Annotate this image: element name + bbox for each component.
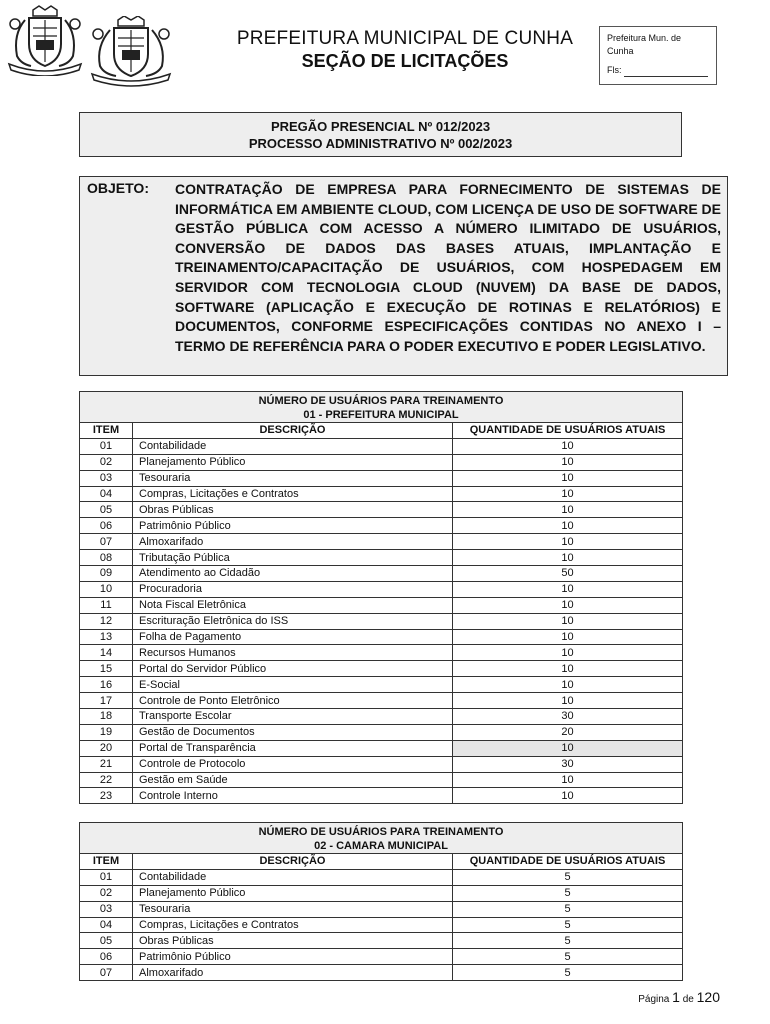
- row-description: Tributação Pública: [133, 550, 453, 566]
- table-row: [80, 629, 683, 645]
- row-item: 07: [80, 965, 133, 981]
- row-description: Tesouraria: [133, 470, 453, 486]
- row-description: Nota Fiscal Eletrônica: [133, 597, 453, 613]
- row-description: Portal do Servidor Público: [133, 661, 453, 677]
- row-item: 04: [80, 486, 133, 502]
- row-item: 23: [80, 788, 133, 804]
- table-row: [80, 901, 683, 917]
- row-quantity: 5: [453, 917, 683, 933]
- row-quantity: 10: [453, 629, 683, 645]
- table-row: [80, 949, 683, 965]
- row-quantity: 5: [453, 885, 683, 901]
- row-description: Gestão de Documentos: [133, 724, 453, 740]
- page-number: 1: [672, 989, 680, 1005]
- table-caption: [80, 392, 683, 423]
- row-description: Contabilidade: [133, 438, 453, 454]
- row-description: Compras, Licitações e Contratos: [133, 486, 453, 502]
- row-item: 19: [80, 724, 133, 740]
- row-description: Controle de Ponto Eletrônico: [133, 693, 453, 709]
- objeto-label: OBJETO:: [87, 180, 149, 196]
- col-header-desc: DESCRIÇÃO: [133, 854, 453, 870]
- row-description: Obras Públicas: [133, 502, 453, 518]
- row-item: 06: [80, 949, 133, 965]
- row-item: 01: [80, 869, 133, 885]
- row-description: Patrimônio Público: [133, 949, 453, 965]
- stamp-line: Cunha: [607, 46, 634, 56]
- row-quantity: 5: [453, 965, 683, 981]
- row-item: 11: [80, 597, 133, 613]
- col-header-desc: DESCRIÇÃO: [133, 423, 453, 439]
- row-item: 02: [80, 454, 133, 470]
- row-description: Gestão em Saúde: [133, 772, 453, 788]
- row-quantity: 10: [453, 740, 683, 756]
- row-item: 08: [80, 550, 133, 566]
- table-row: [80, 965, 683, 981]
- row-quantity: 10: [453, 661, 683, 677]
- row-quantity: 10: [453, 613, 683, 629]
- table-row: [80, 885, 683, 901]
- table-row: [80, 709, 683, 725]
- row-quantity: 10: [453, 772, 683, 788]
- row-quantity: 20: [453, 724, 683, 740]
- row-quantity: 10: [453, 677, 683, 693]
- col-header-item: ITEM: [80, 423, 133, 439]
- table-row: [80, 454, 683, 470]
- row-description: Portal de Transparência: [133, 740, 453, 756]
- row-quantity: 10: [453, 438, 683, 454]
- row-quantity: 5: [453, 901, 683, 917]
- row-item: 18: [80, 709, 133, 725]
- row-item: 05: [80, 502, 133, 518]
- processo-number: PROCESSO ADMINISTRATIVO Nº 002/2023: [248, 136, 513, 151]
- row-description: Planejamento Público: [133, 454, 453, 470]
- row-item: 13: [80, 629, 133, 645]
- row-quantity: 5: [453, 933, 683, 949]
- objeto-box: [79, 176, 728, 376]
- row-item: 09: [80, 566, 133, 582]
- row-quantity: 10: [453, 470, 683, 486]
- caption-line: NÚMERO DE USUÁRIOS PARA TREINAMENTO: [258, 826, 504, 838]
- table-row: [80, 724, 683, 740]
- training-users-table-camara: [79, 822, 683, 981]
- row-quantity: 10: [453, 518, 683, 534]
- row-item: 22: [80, 772, 133, 788]
- row-description: Controle Interno: [133, 788, 453, 804]
- row-description: Almoxarifado: [133, 965, 453, 981]
- row-item: 05: [80, 933, 133, 949]
- row-description: Procuradoria: [133, 581, 453, 597]
- procurement-header-box: [79, 112, 682, 157]
- table-row: [80, 645, 683, 661]
- table-row: [80, 470, 683, 486]
- training-users-table-prefeitura: [79, 391, 683, 804]
- table-row: [80, 740, 683, 756]
- section-title: SEÇÃO DE LICITAÇÕES: [301, 51, 509, 71]
- col-header-qty: QUANTIDADE DE USUÁRIOS ATUAIS: [453, 423, 683, 439]
- row-quantity: 10: [453, 550, 683, 566]
- fls-label: Fls:: [607, 65, 622, 75]
- table-row: [80, 438, 683, 454]
- row-item: 07: [80, 534, 133, 550]
- row-description: Obras Públicas: [133, 933, 453, 949]
- table-row: [80, 566, 683, 582]
- table-row: [80, 486, 683, 502]
- objeto-text: CONTRATAÇÃO DE EMPRESA PARA FORNECIMENTO DE SISTEMAS DE INFORMÁTICA EM AMBIENTE CLOUD, COM LICENÇA DE USO DE SOFTWARE DE GESTÃO PÚBLICA COM ACESSO A NÚMERO ILIMITADO DE USUÁRIOS, CONVERSÃO DE DADOS DAS BASES ATUAIS, IMPLANTAÇÃO E TREINAMENTO/CAPACITAÇÃO DE USUÁRIOS, COM HOSPEDAGEM EM SERVIDOR COM TECNOLOGIA CLOUD (NUVEM) DA BASE DE DADOS, SOFTWARE (APLICAÇÃO E EXECUÇÃO DE ROTINAS E RELATÓRIOS) E DOCUMENTOS, CONFORME ESPECIFICAÇÕES CONTIDAS NO ANEXO I – TERMO DE REFERÊNCIA PARA O PODER EXECUTIVO E PODER LEGISLATIVO.: [175, 181, 721, 354]
- row-item: 10: [80, 581, 133, 597]
- table-row: [80, 756, 683, 772]
- page-of: de: [682, 994, 694, 1005]
- row-quantity: 10: [453, 645, 683, 661]
- caption-line: 01 - PREFEITURA MUNICIPAL: [303, 409, 459, 421]
- row-quantity: 10: [453, 693, 683, 709]
- row-item: 21: [80, 756, 133, 772]
- row-quantity: 5: [453, 869, 683, 885]
- row-item: 04: [80, 917, 133, 933]
- row-quantity: 10: [453, 502, 683, 518]
- table-row: [80, 677, 683, 693]
- page-label: Página: [638, 994, 670, 1005]
- page-footer: [638, 989, 720, 1005]
- table-caption: [80, 823, 683, 854]
- row-item: 03: [80, 470, 133, 486]
- table-row: [80, 933, 683, 949]
- row-quantity: 50: [453, 566, 683, 582]
- table-row: [80, 917, 683, 933]
- table-row: [80, 613, 683, 629]
- table-row: [80, 869, 683, 885]
- table-row: [80, 693, 683, 709]
- row-description: Escrituração Eletrônica do ISS: [133, 613, 453, 629]
- row-quantity: 30: [453, 709, 683, 725]
- row-item: 01: [80, 438, 133, 454]
- row-description: Compras, Licitações e Contratos: [133, 917, 453, 933]
- table-row: [80, 788, 683, 804]
- pregao-number: PREGÃO PRESENCIAL Nº 012/2023: [270, 119, 491, 134]
- table-row: [80, 772, 683, 788]
- stamp-line: Prefeitura Mun. de: [607, 33, 682, 43]
- row-description: Transporte Escolar: [133, 709, 453, 725]
- table-row: [80, 518, 683, 534]
- row-quantity: 10: [453, 597, 683, 613]
- row-item: 14: [80, 645, 133, 661]
- table-row: [80, 502, 683, 518]
- fls-blank: [624, 68, 708, 77]
- row-item: 15: [80, 661, 133, 677]
- row-item: 17: [80, 693, 133, 709]
- row-description: Folha de Pagamento: [133, 629, 453, 645]
- row-description: E-Social: [133, 677, 453, 693]
- page-stamp-box: [599, 26, 717, 85]
- document-header: [200, 28, 610, 72]
- row-quantity: 10: [453, 788, 683, 804]
- row-item: 12: [80, 613, 133, 629]
- row-quantity: 30: [453, 756, 683, 772]
- row-description: Planejamento Público: [133, 885, 453, 901]
- table-row: [80, 661, 683, 677]
- row-quantity: 10: [453, 486, 683, 502]
- row-item: 16: [80, 677, 133, 693]
- row-item: 06: [80, 518, 133, 534]
- table-row: [80, 597, 683, 613]
- row-quantity: 10: [453, 454, 683, 470]
- coat-of-arms-seal: [3, 4, 87, 81]
- row-description: Atendimento ao Cidadão: [133, 566, 453, 582]
- row-item: 02: [80, 885, 133, 901]
- row-quantity: 10: [453, 581, 683, 597]
- table-row: [80, 581, 683, 597]
- row-description: Controle de Protocolo: [133, 756, 453, 772]
- row-description: Almoxarifado: [133, 534, 453, 550]
- page-total: 120: [696, 989, 720, 1005]
- table-row: [80, 534, 683, 550]
- col-header-item: ITEM: [80, 854, 133, 870]
- table-row: [80, 550, 683, 566]
- coat-of-arms-seal: [88, 16, 174, 93]
- caption-line: 02 - CAMARA MUNICIPAL: [314, 840, 448, 852]
- row-quantity: 10: [453, 534, 683, 550]
- row-item: 20: [80, 740, 133, 756]
- caption-line: NÚMERO DE USUÁRIOS PARA TREINAMENTO: [258, 395, 504, 407]
- municipality-title: PREFEITURA MUNICIPAL DE CUNHA: [236, 28, 574, 49]
- stamp-fls: [607, 64, 709, 77]
- row-description: Contabilidade: [133, 869, 453, 885]
- row-description: Recursos Humanos: [133, 645, 453, 661]
- col-header-qty: QUANTIDADE DE USUÁRIOS ATUAIS: [453, 854, 683, 870]
- row-item: 03: [80, 901, 133, 917]
- row-description: Tesouraria: [133, 901, 453, 917]
- row-quantity: 5: [453, 949, 683, 965]
- row-description: Patrimônio Público: [133, 518, 453, 534]
